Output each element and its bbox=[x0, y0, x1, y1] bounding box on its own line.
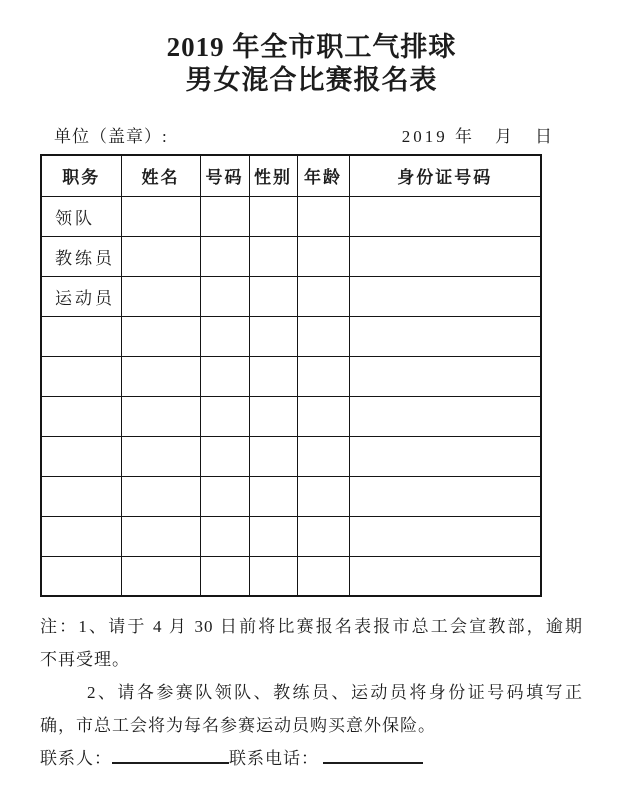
id-number-cell bbox=[349, 476, 541, 516]
table-row bbox=[41, 396, 541, 436]
role-cell bbox=[41, 516, 121, 556]
role-cell bbox=[41, 356, 121, 396]
id-number-cell bbox=[349, 516, 541, 556]
table-row bbox=[41, 516, 541, 556]
number-cell bbox=[200, 316, 249, 356]
sex-cell bbox=[249, 276, 297, 316]
number-cell bbox=[200, 356, 249, 396]
role-cell: 领队 bbox=[41, 196, 121, 236]
number-cell bbox=[200, 476, 249, 516]
role-cell bbox=[41, 436, 121, 476]
name-cell bbox=[121, 476, 200, 516]
form-title-line1: 2019 年全市职工气排球 bbox=[166, 32, 457, 62]
role-cell bbox=[41, 316, 121, 356]
contact-line bbox=[40, 742, 583, 775]
note-line-3: 2、请各参赛队领队、教练员、运动员将身份证号码填写正 bbox=[87, 683, 583, 702]
number-cell bbox=[200, 396, 249, 436]
table-row bbox=[41, 236, 541, 276]
number-cell bbox=[200, 556, 249, 596]
header-role: 职务 bbox=[41, 155, 121, 196]
number-cell bbox=[200, 516, 249, 556]
header-name: 姓名 bbox=[121, 155, 200, 196]
sex-cell bbox=[249, 356, 297, 396]
sex-cell bbox=[249, 556, 297, 596]
name-cell bbox=[121, 196, 200, 236]
name-cell bbox=[121, 316, 200, 356]
id-number-cell bbox=[349, 316, 541, 356]
age-cell bbox=[297, 436, 349, 476]
sex-cell bbox=[249, 516, 297, 556]
sex-cell bbox=[249, 316, 297, 356]
number-cell bbox=[200, 196, 249, 236]
sex-cell bbox=[249, 396, 297, 436]
note-line-4: 确，市总工会将为每名参赛运动员购买意外保险。 bbox=[40, 716, 436, 735]
id-number-cell bbox=[349, 356, 541, 396]
sex-cell bbox=[249, 196, 297, 236]
contact-person-label: 联系人： bbox=[40, 749, 112, 768]
age-cell bbox=[297, 276, 349, 316]
table-row bbox=[41, 436, 541, 476]
name-cell bbox=[121, 356, 200, 396]
id-number-cell bbox=[349, 276, 541, 316]
number-cell bbox=[200, 276, 249, 316]
sex-cell bbox=[249, 436, 297, 476]
role-cell bbox=[41, 396, 121, 436]
date-label: 2019 年 月 日 bbox=[401, 127, 555, 146]
age-cell bbox=[297, 396, 349, 436]
table-header-row bbox=[41, 155, 541, 196]
age-cell bbox=[297, 516, 349, 556]
age-cell bbox=[297, 356, 349, 396]
header-age: 年龄 bbox=[297, 155, 349, 196]
name-cell bbox=[121, 236, 200, 276]
contact-phone-blank bbox=[323, 747, 423, 764]
unit-seal-label: 单位（盖章）: bbox=[54, 127, 168, 146]
id-number-cell bbox=[349, 556, 541, 596]
id-number-cell bbox=[349, 196, 541, 236]
table-row bbox=[41, 556, 541, 596]
table-row bbox=[41, 356, 541, 396]
role-cell: 运动员 bbox=[41, 276, 121, 316]
age-cell bbox=[297, 556, 349, 596]
number-cell bbox=[200, 236, 249, 276]
table-row bbox=[41, 276, 541, 316]
name-cell bbox=[121, 396, 200, 436]
table-row bbox=[41, 196, 541, 236]
id-number-cell bbox=[349, 436, 541, 476]
contact-person-blank bbox=[112, 747, 229, 764]
role-cell bbox=[41, 476, 121, 516]
note-line-1: 注：1、请于 4 月 30 日前将比赛报名表报市总工会宣教部，逾期 bbox=[40, 617, 583, 636]
age-cell bbox=[297, 476, 349, 516]
age-cell bbox=[297, 196, 349, 236]
table-row bbox=[41, 316, 541, 356]
name-cell bbox=[121, 516, 200, 556]
note-line-2: 不再受理。 bbox=[40, 650, 130, 669]
name-cell bbox=[121, 436, 200, 476]
form-title bbox=[40, 0, 583, 97]
role-cell: 教练员 bbox=[41, 236, 121, 276]
registration-table bbox=[40, 154, 542, 597]
form-title-line2: 男女混合比赛报名表 bbox=[185, 65, 438, 95]
name-cell bbox=[121, 276, 200, 316]
header-id-number: 身份证号码 bbox=[349, 155, 541, 196]
name-cell bbox=[121, 556, 200, 596]
number-cell bbox=[200, 436, 249, 476]
sex-cell bbox=[249, 236, 297, 276]
notes-section bbox=[40, 610, 583, 775]
age-cell bbox=[297, 316, 349, 356]
id-number-cell bbox=[349, 236, 541, 276]
age-cell bbox=[297, 236, 349, 276]
info-row bbox=[40, 125, 583, 149]
header-sex: 性别 bbox=[249, 155, 297, 196]
sex-cell bbox=[249, 476, 297, 516]
table-row bbox=[41, 476, 541, 516]
contact-phone-label: 联系电话： bbox=[229, 749, 319, 768]
header-number: 号码 bbox=[200, 155, 249, 196]
id-number-cell bbox=[349, 396, 541, 436]
role-cell bbox=[41, 556, 121, 596]
